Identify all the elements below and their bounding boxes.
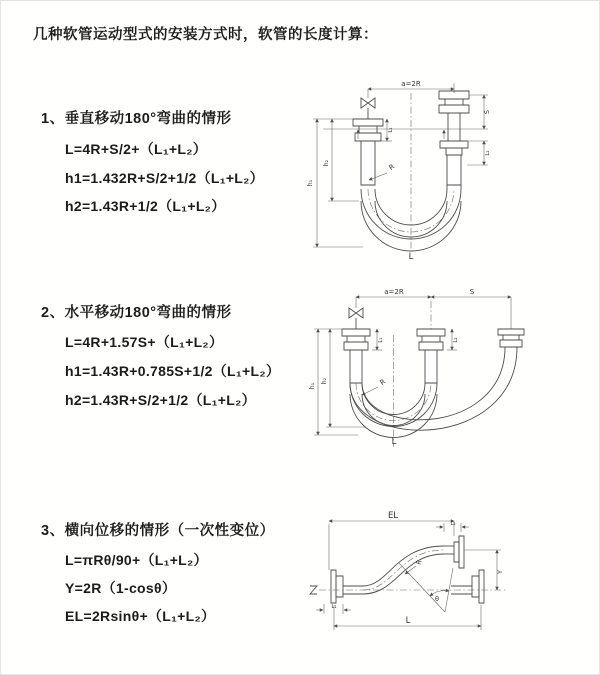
moved-pipe-fitting bbox=[498, 329, 524, 347]
dim-label-r: R bbox=[378, 377, 388, 388]
dim-label-h2: h₂ bbox=[323, 159, 330, 167]
dim-label-y: Y bbox=[496, 570, 504, 574]
dim-label-l2: L₂ bbox=[485, 150, 491, 156]
dim-label-l2: L₂ bbox=[450, 521, 456, 527]
dimension-s bbox=[469, 95, 491, 129]
angle-theta bbox=[399, 563, 453, 612]
dim-label-a2r: a=2R bbox=[401, 80, 421, 88]
dim-label-theta: θ bbox=[435, 595, 439, 603]
centerlines bbox=[323, 93, 488, 249]
dimension-l2 bbox=[436, 521, 469, 532]
dimension-l2 bbox=[447, 329, 459, 350]
section-1-formula-h1: h1=1.432R+S/2+1/2（L₁+L₂） bbox=[65, 170, 264, 186]
dimension-l1 bbox=[372, 329, 384, 350]
dim-label-h1: h₁ bbox=[307, 179, 314, 187]
dim-label-r: R bbox=[387, 162, 397, 173]
right-flange bbox=[451, 570, 484, 603]
dim-label-s: S bbox=[469, 288, 475, 296]
page-title: 几种软管运动型式的安装方式时，软管的长度计算： bbox=[33, 27, 378, 43]
right-pipe-fitting bbox=[439, 91, 469, 189]
braided-hose-section bbox=[447, 155, 461, 185]
left-flange bbox=[331, 570, 363, 603]
dim-label-s: S bbox=[483, 109, 491, 115]
section-3-formula-l: L=πRθ/90+（L₁+L₂） bbox=[65, 552, 208, 568]
section-3-formula-y: Y=2R（1-cosθ） bbox=[65, 580, 177, 596]
upper-flange bbox=[444, 536, 464, 568]
diagram-horizontal-180-bend bbox=[306, 283, 556, 463]
dim-label-h1: h₁ bbox=[309, 382, 316, 390]
section-2-heading: 2、水平移动180°弯曲的情形 bbox=[41, 305, 232, 321]
reference-arrows bbox=[358, 130, 444, 139]
diagram-lateral-displacement bbox=[301, 506, 600, 641]
radius-callout bbox=[405, 558, 424, 574]
centerline bbox=[310, 586, 506, 594]
section-3-heading: 3、横向位移的情形（一次性变位） bbox=[41, 523, 275, 539]
diagram-vertical-180-bend bbox=[299, 67, 595, 263]
braided-hose-section bbox=[350, 350, 362, 383]
valve-icon bbox=[349, 297, 363, 329]
dim-label-l1: L₁ bbox=[331, 604, 337, 610]
dim-label-a2r: a=2R bbox=[384, 288, 404, 296]
s-curve-hose bbox=[363, 546, 444, 594]
section-2-formula-h2: h2=1.43R+S/2+1/2（L₁+L₂） bbox=[65, 392, 256, 408]
dimension-a2r bbox=[356, 288, 431, 297]
dim-label-l: L bbox=[405, 616, 411, 626]
dim-label-el: EL bbox=[387, 511, 399, 521]
dimension-l2 bbox=[467, 141, 491, 165]
section-1-formula-l: L=4R+S/2+（L₁+L₂） bbox=[65, 141, 208, 157]
radius-callout bbox=[362, 378, 387, 395]
dim-label-l: L bbox=[391, 437, 397, 447]
dim-label-l2: L₂ bbox=[453, 337, 459, 343]
dimension-l bbox=[334, 605, 481, 630]
braided-hose-section bbox=[425, 350, 437, 383]
dimension-l1 bbox=[316, 604, 351, 614]
section-3-formula-el: EL=2Rsinθ+（L₁+L₂） bbox=[65, 608, 216, 624]
dimension-el bbox=[329, 511, 454, 570]
section-1-heading: 1、垂直移动180°弯曲的情形 bbox=[41, 111, 232, 127]
section-1-formula-h2: h2=1.43R+1/2（L₁+L₂） bbox=[65, 198, 226, 214]
middle-pipe-fitting bbox=[417, 329, 445, 383]
dim-label-l1: L₁ bbox=[378, 337, 384, 343]
dim-label-l1: L₁ bbox=[388, 127, 394, 133]
dim-label-h2: h₂ bbox=[321, 377, 328, 385]
section-2-formula-h1: h1=1.43R+0.785S+1/2（L₁+L₂） bbox=[65, 363, 281, 379]
section-2-formula-l: L=4R+1.57S+（L₁+L₂） bbox=[65, 334, 224, 350]
dimension-s bbox=[431, 288, 511, 329]
dimension-h2 bbox=[323, 119, 359, 201]
valve-icon bbox=[361, 89, 375, 119]
left-pipe-fitting bbox=[342, 329, 370, 383]
dim-label-r: R bbox=[414, 558, 424, 566]
dim-label-l: L bbox=[408, 252, 414, 262]
break-mark bbox=[310, 586, 317, 594]
